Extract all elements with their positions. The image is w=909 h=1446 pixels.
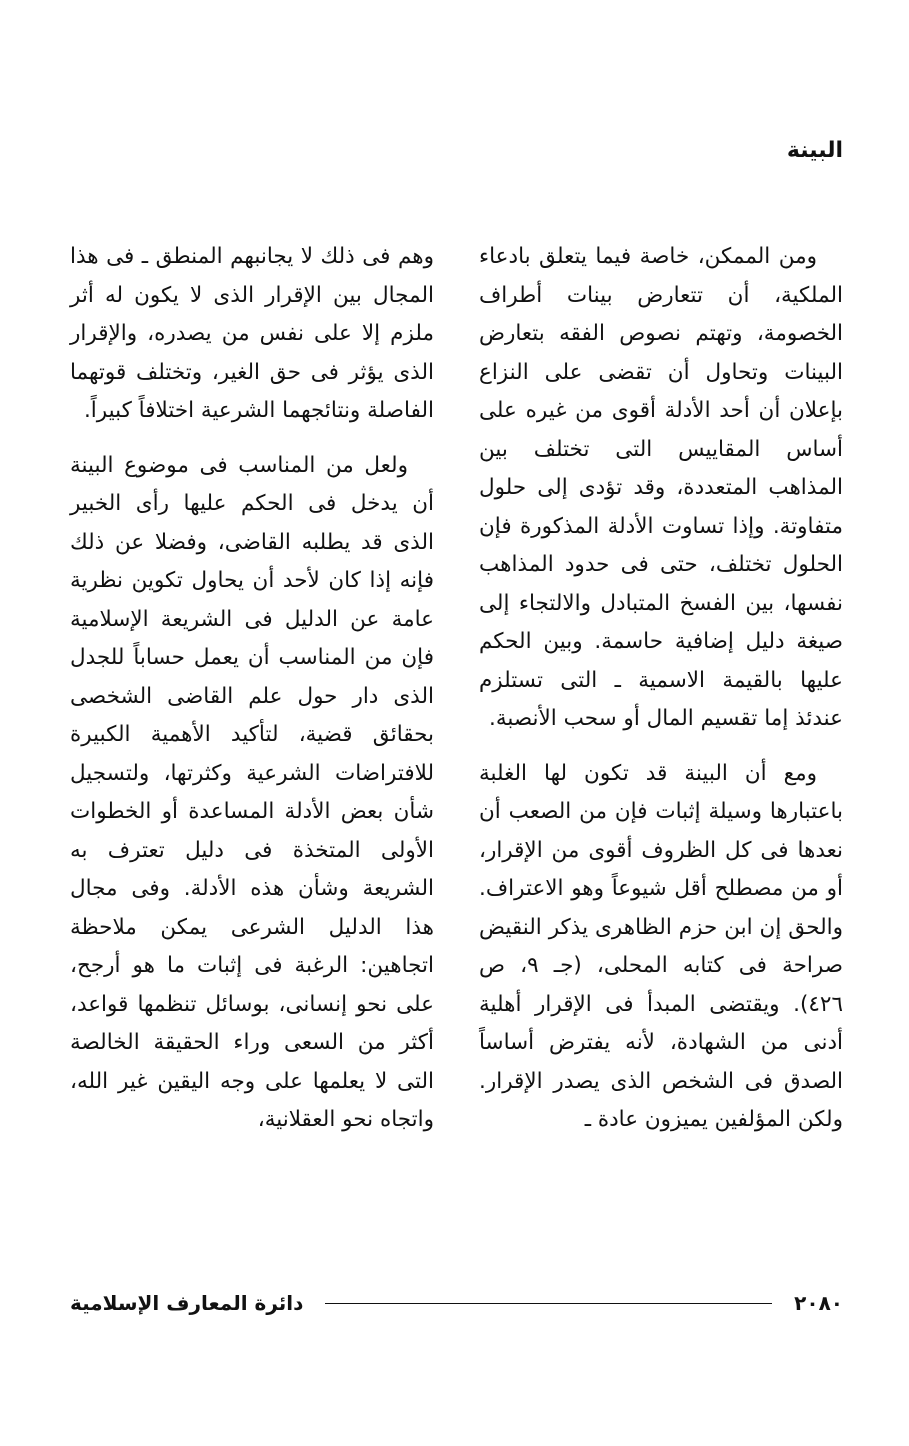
paragraph: ولعل من المناسب فى موضوع البينة أن يدخل فى الحكم عليها رأى الخبير الذى قد يطلبه القاضى، وفضلا عن ذلك فإنه إذا كان لأحد أن يحاول تكوين نظرية عامة عن الدليل فى الشريعة الإسلامية فإن من المناسب أن يعمل حساباً للجدل الذى دار حول علم القاضى الشخصى بحقائق قضية، لتأكيد الأهمية الكبيرة للافتراضات الشرعية وكثرتها، ولتسجيل شأن بعض الأدلة المساعدة أو الخطوات الأولى المتخذة فى دليل تعترف به الشريعة وشأن هذه الأدلة. وفى مجال هذا الدليل الشرعى يمكن ملاحظة اتجاهين: الرغبة فى إثبات ما هو أرجح، على نحو إنسانى، بوسائل تنظمها قواعد، أكثر من السعى وراء الحقيقة الخالصة التى لا يعلمها على وجه اليقين غير الله، واتجاه نحو العقلانية، bbox=[70, 452, 434, 1132]
series-title: دائرة المعارف الإسلامية bbox=[70, 1291, 304, 1315]
footer-rule bbox=[325, 1303, 772, 1304]
page-footer bbox=[70, 1288, 843, 1318]
paragraph: ومن الممكن، خاصة فيما يتعلق بادعاء الملكية، أن تتعارض بينات أطراف الخصومة، وتهتم نصوص الفقه بتعارض البينات وتحاول أن تقضى على النزاع بإعلان أن أحد الأدلة أقوى من غيره على أساس المقاييس التى تختلف بين المذاهب المتعددة، وقد تؤدى إلى حلول متفاوتة. وإذا تساوت الأدلة المذكورة فإن الحلول تختلف، حتى فى حدود المذاهب نفسها، بين الفسخ المتبادل والالتجاء إلى صيغة دليل إضافية حاسمة. وبين الحكم عليها بالقيمة الاسمية ـ التى تستلزم عندئذ إما تقسيم المال أو سحب الأنصبة. bbox=[479, 244, 843, 731]
page-number: ٢٠٨٠ bbox=[794, 1291, 843, 1315]
paragraph: ومع أن البينة قد تكون لها الغلبة باعتبارها وسيلة إثبات فإن من الصعب أن نعدها فى كل الظروف أقوى من الإقرار، أو من مصطلح أقل شيوعاً وهو الاعتراف. والحق إن ابن حزم الظاهرى يذكر النقيض صراحة فى كتابه المحلى، (جـ ٩، ص ٤٢٦). ويقتضى المبدأ فى الإقرار أهلية أدنى من الشهادة، لأنه يفترض أساساً الصدق فى الشخص الذى يصدر الإقرار. ولكن المؤلفين يميزون عادة ـ bbox=[479, 760, 843, 1132]
running-title: البينة bbox=[786, 138, 843, 163]
paragraph: وهم فى ذلك لا يجانبهم المنطق ـ فى هذا المجال بين الإقرار الذى لا يكون له أثر ملزم إلا على نفس من يصدره، والإقرار الذى يؤثر فى حق الغير، وتختلف قوتهما الفاصلة ونتائجهما الشرعية اختلافاً كبيراً. bbox=[70, 244, 434, 423]
right-column bbox=[479, 238, 843, 1156]
left-column bbox=[70, 238, 434, 1156]
